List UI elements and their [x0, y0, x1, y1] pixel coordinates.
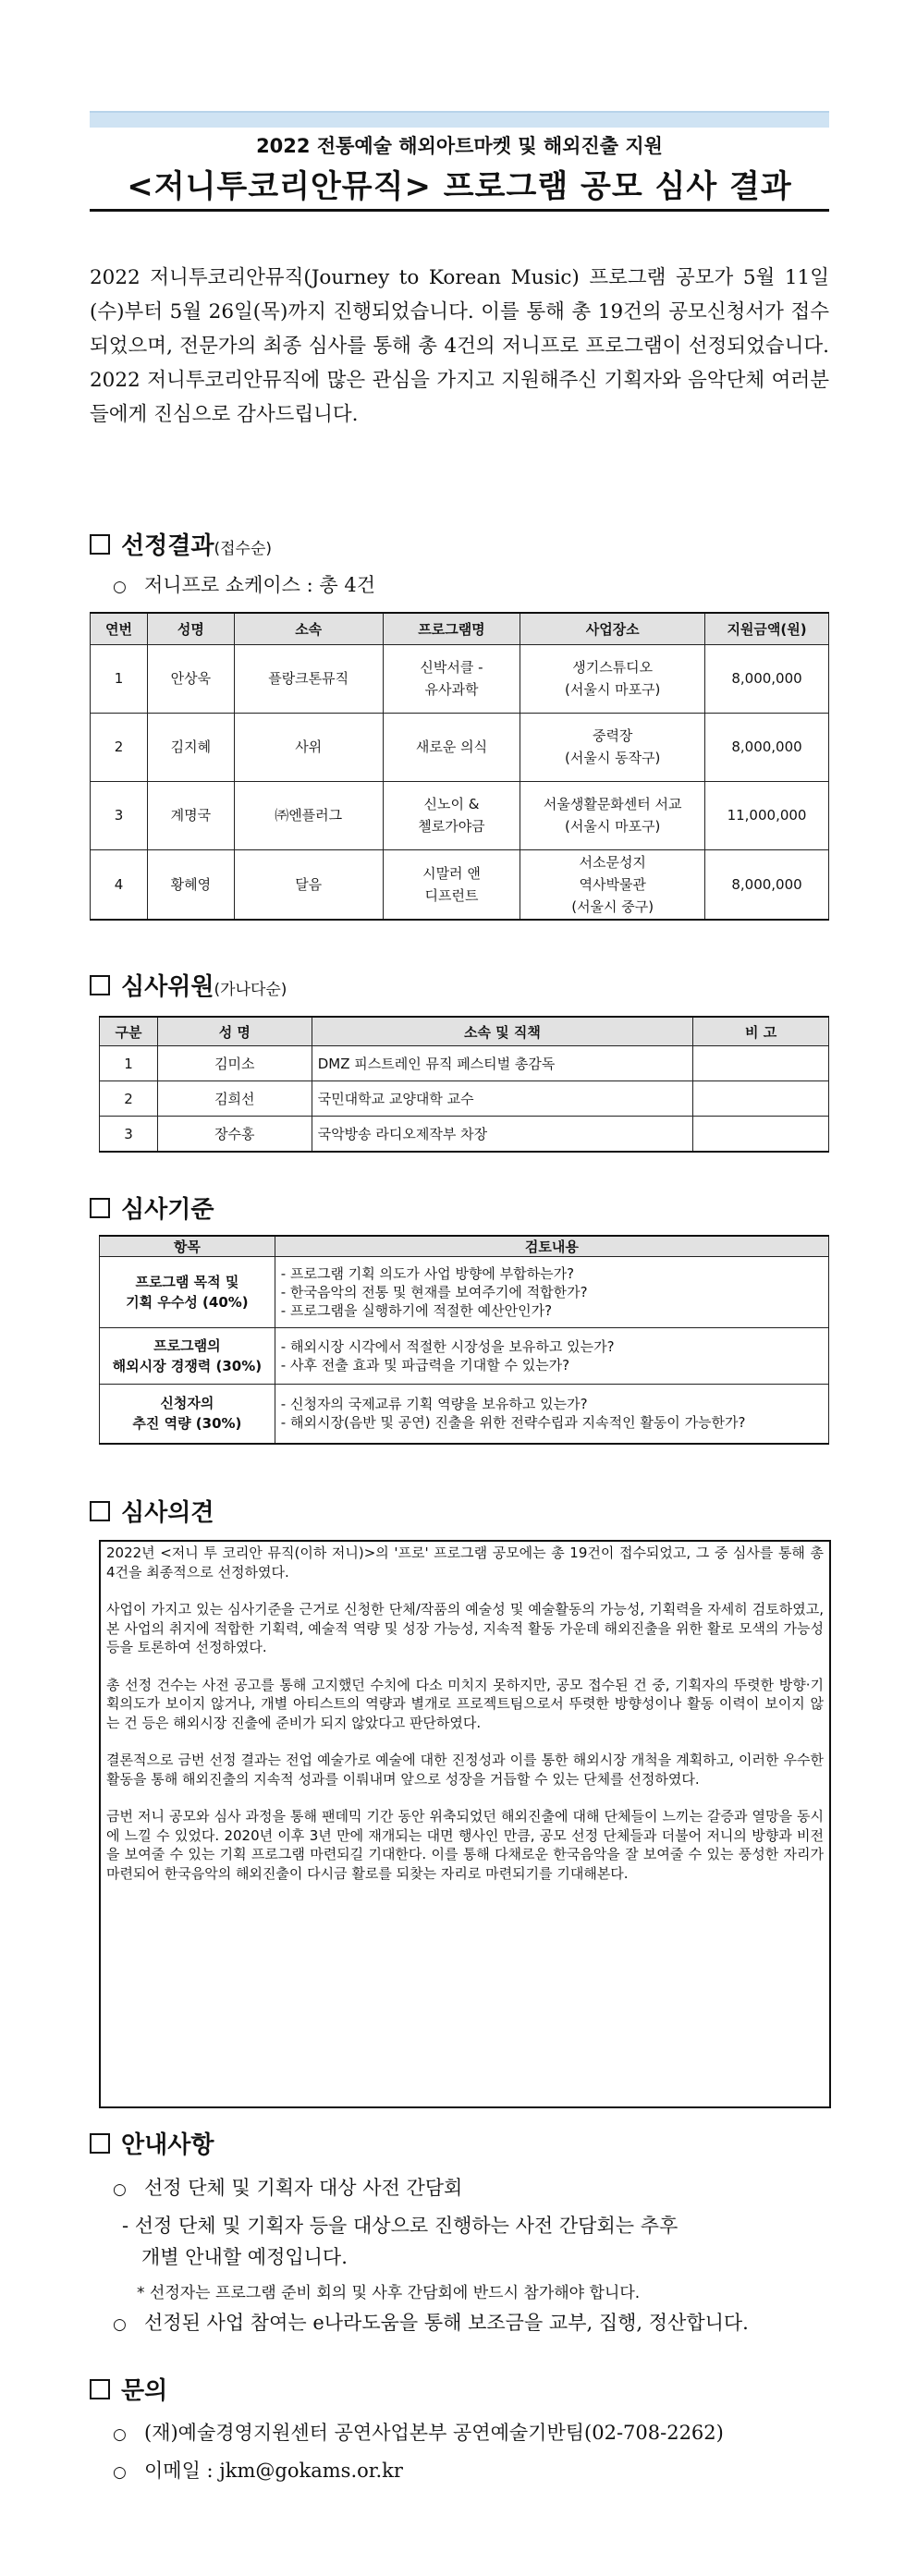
item-line: 프로그램 목적 및: [135, 1274, 239, 1290]
desc-line: - 해외시장 시각에서 적절한 시장성을 보유하고 있는가?: [280, 1338, 615, 1355]
cell-note: [693, 1046, 829, 1081]
section-contact-heading: [90, 2372, 167, 2406]
cell-note: [693, 1117, 829, 1153]
results-bullet: [113, 570, 375, 598]
criteria-table: [99, 1235, 829, 1445]
cell-no: 4: [91, 849, 148, 920]
desc-line: - 신청자의 국제교류 기획 역량을 보유하고 있는가?: [280, 1396, 588, 1413]
program-line: 디프런트: [424, 886, 479, 904]
square-bullet-icon: [90, 1198, 110, 1218]
item-line: 추진 역량 (30%): [132, 1415, 242, 1433]
desc-line: - 해외시장(음반 및 공연) 진출을 위한 전략수립과 지속적인 활동이 가능한가?: [280, 1414, 746, 1432]
notice-sub-line: 개별 안내할 예정입니다.: [141, 2246, 348, 2268]
notice-sub-line: - 선정 단체 및 기획자 등을 대상으로 진행하는 사전 간담회는 추후: [122, 2215, 679, 2237]
page-subtitle: 2022 전통예술 해외아트마켓 및 해외진출 지원: [256, 135, 663, 157]
page-title: <저니투코리안뮤직> 프로그램 공모 심사 결과: [127, 168, 792, 205]
criteria-item: [100, 1257, 275, 1328]
col-header: 비 고: [693, 1017, 829, 1046]
cell-program: [383, 713, 520, 781]
opinion-paragraph: 2022년 <저니 투 코리안 뮤직(이하 저니)>의 '프로' 프로그램 공모에는 총 19건이 접수되었고, 그 중 심사를 통해 총 4건을 최종적으로 선정하였다.: [106, 1544, 824, 1581]
notice-bullet: [113, 2173, 462, 2201]
square-bullet-icon: [90, 2133, 110, 2154]
cell-name: 황혜영: [147, 849, 234, 920]
table-row: [100, 1328, 829, 1385]
cell-amount: 8,000,000: [705, 849, 829, 920]
cell-name: 김미소: [157, 1046, 312, 1081]
table-row: [100, 1081, 829, 1117]
cell-org: 사위: [234, 713, 383, 781]
cell-name: 장수홍: [157, 1117, 312, 1153]
venue-line: 서울생활문화센터 서교: [543, 796, 682, 812]
cell-venue: [520, 644, 705, 713]
cell-venue: [520, 713, 705, 781]
circle-bullet-icon: ○: [113, 578, 127, 596]
bullet-text: 저니프로 쇼케이스 : 총 4건: [144, 574, 375, 596]
col-header: 프로그램명: [383, 613, 520, 644]
venue-line: 중력장: [592, 727, 633, 744]
opinion-paragraph: 사업이 가지고 있는 심사기준을 근거로 신청한 단체/작품의 예술성 및 예술활동의 가능성, 기획력을 자세히 검토하였고, 본 사업의 취지에 적합한 기획력, 예술적 역량 및 성장 가능성, 지속적 활동 가운데 해외진출을 위한 활로 모색의 가능성 등을 토론하여 선정하였다.: [106, 1601, 824, 1655]
table-row: [100, 1117, 829, 1153]
cell-org: 플랑크톤뮤직: [234, 644, 383, 713]
title-divider: [90, 209, 829, 212]
criteria-desc: [275, 1328, 828, 1385]
program-line: 첼로가야금: [418, 818, 485, 835]
section-title: 심사위원: [121, 973, 214, 1001]
cell-amount: 11,000,000: [705, 781, 829, 849]
bullet-text: (재)예술경영지원센터 공연사업본부 공연예술기반팀(02-708-2262): [144, 2422, 724, 2444]
col-header: 연번: [91, 613, 148, 644]
table-row: [100, 1257, 829, 1328]
table-row: [91, 713, 829, 781]
table-row: [91, 781, 829, 849]
desc-line: - 프로그램을 실행하기에 적절한 예산안인가?: [280, 1302, 553, 1319]
col-header: 성 명: [157, 1017, 312, 1046]
section-results-heading: [90, 527, 272, 561]
venue-line: 역사박물관: [579, 875, 646, 893]
cell-title: 국민대학교 교양대학 교수: [312, 1081, 692, 1117]
col-header: 구분: [100, 1017, 158, 1046]
cell-no: 3: [100, 1117, 158, 1153]
col-header: 검토내용: [275, 1236, 828, 1257]
program-line: 유사과학: [424, 681, 479, 698]
opinion-paragraph: 금번 저니 공모와 심사 과정을 통해 팬데믹 기간 동안 위축되었던 해외진출에 대해 단체들이 느끼는 갈증과 열망을 동시에 느낄 수 있었다. 2020년 이후 3년 만에 재개되는 대면 행사인 만큼, 공모 선정 단체들과 더불어 저니의 방향과 비전을 보여줄 수 있는 기획 프로그램 마련되길 기대한다. 이를 통해 다채로운 한국음악을 잘 보여줄 수 있는 풍성한 자리가 마련되어 한국음악의 해외진출이 다시금 활로를 되찾는 자리로 마련되기를 기대해본다.: [106, 1808, 824, 1882]
cell-amount: 8,000,000: [705, 644, 829, 713]
section-title: 안내사항: [121, 2131, 214, 2159]
circle-bullet-icon: ○: [113, 2463, 127, 2482]
desc-line: - 사후 전출 효과 및 파급력을 기대할 수 있는가?: [280, 1357, 570, 1373]
table-row: [100, 1385, 829, 1444]
venue-line: 생기스튜디오: [572, 659, 654, 676]
cell-note: [693, 1081, 829, 1117]
criteria-desc: [275, 1385, 828, 1444]
program-line: 시말러 앤: [422, 864, 481, 882]
cell-venue: [520, 781, 705, 849]
cell-title: 국악방송 라디오제작부 차장: [312, 1117, 692, 1153]
circle-bullet-icon: ○: [113, 2180, 127, 2199]
committee-table: [99, 1016, 829, 1153]
section-note: (접수순): [214, 540, 272, 558]
cell-name: 안상욱: [147, 644, 234, 713]
section-note: (가나다순): [214, 981, 287, 999]
cell-title: DMZ 피스트레인 뮤직 페스티벌 총감독: [312, 1046, 692, 1081]
circle-bullet-icon: ○: [113, 2425, 127, 2444]
venue-line: (서울시 마포구): [564, 681, 661, 698]
section-title: 심사기준: [121, 1196, 214, 1224]
cell-no: 2: [91, 713, 148, 781]
cell-org: ㈜엔플러그: [234, 781, 383, 849]
item-line: 해외시장 경쟁력 (30%): [112, 1358, 263, 1374]
venue-line: 서소문성지: [579, 853, 646, 871]
col-header: 사업장소: [520, 613, 705, 644]
email-text: 이메일 : jkm@gokams.or.kr: [144, 2460, 403, 2482]
notice-bullet: [113, 2308, 749, 2336]
col-header: 항목: [100, 1236, 275, 1257]
opinion-box: [99, 1540, 831, 2108]
square-bullet-icon: [90, 534, 110, 555]
header-accent-bar: [90, 111, 829, 128]
cell-no: 2: [100, 1081, 158, 1117]
section-criteria-heading: [90, 1190, 214, 1225]
square-bullet-icon: [90, 1501, 110, 1521]
cell-org: 달음: [234, 849, 383, 920]
venue-line: (서울시 마포구): [564, 818, 661, 835]
cell-amount: 8,000,000: [705, 713, 829, 781]
item-line: 프로그램의: [153, 1337, 221, 1354]
cell-name: 김지혜: [147, 713, 234, 781]
table-row: [100, 1046, 829, 1081]
cell-name: 김희선: [157, 1081, 312, 1117]
col-header: 성명: [147, 613, 234, 644]
opinion-paragraph: 총 선정 건수는 사전 공고를 통해 고지했던 수치에 다소 미치지 못하지만, 공모 접수된 건 중, 기획자의 뚜렷한 방향·기획의도가 보이지 않거나, 개별 아티스트의 역량과 별개로 프로젝트팀으로서 뚜렷한 방향성이나 활동 이력이 보이지 않는 건 등은 해외시장 진출에 준비가 되지 않았다고 판단하였다.: [106, 1676, 824, 1731]
venue-line: (서울시 중구): [571, 897, 654, 915]
criteria-item: [100, 1385, 275, 1444]
square-bullet-icon: [90, 975, 110, 995]
section-title: 선정결과: [121, 532, 214, 560]
cell-no: 1: [91, 644, 148, 713]
section-opinion-heading: [90, 1494, 214, 1528]
col-header: 소속 및 직책: [312, 1017, 692, 1046]
contact-bullet: [113, 2418, 724, 2446]
col-header: 소속: [234, 613, 383, 644]
results-table: [90, 612, 829, 921]
section-title: 문의: [121, 2377, 168, 2405]
criteria-desc: [275, 1257, 828, 1328]
cell-no: 1: [100, 1046, 158, 1081]
item-line: 기획 우수성 (40%): [126, 1294, 249, 1311]
contact-bullet: [113, 2456, 403, 2484]
bullet-text: 선정 단체 및 기획자 대상 사전 간담회: [144, 2177, 463, 2199]
cell-program: [383, 781, 520, 849]
section-committee-heading: [90, 968, 287, 1002]
venue-line: (서울시 동작구): [564, 750, 661, 766]
cell-name: 계명국: [147, 781, 234, 849]
cell-program: [383, 849, 520, 920]
section-notice-heading: [90, 2126, 214, 2160]
notice-note: * 선정자는 프로그램 준비 회의 및 사후 간담회에 반드시 참가해야 합니다.: [137, 2284, 641, 2302]
item-line: 신청자의: [160, 1395, 214, 1412]
square-bullet-icon: [90, 2379, 110, 2399]
circle-bullet-icon: ○: [113, 2315, 127, 2334]
bullet-text: 선정된 사업 참여는 e나라도움을 통해 보조금을 교부, 집행, 정산합니다.: [144, 2312, 749, 2334]
table-row: [91, 644, 829, 713]
cell-no: 3: [91, 781, 148, 849]
col-header: 지원금액(원): [705, 613, 829, 644]
desc-line: - 한국음악의 전통 및 현재를 보여주기에 적합한가?: [280, 1284, 588, 1300]
cell-program: [383, 644, 520, 713]
section-title: 심사의견: [121, 1499, 214, 1527]
table-row: [91, 849, 829, 920]
criteria-item: [100, 1328, 275, 1385]
desc-line: - 프로그램 기획 의도가 사업 방향에 부합하는가?: [280, 1265, 575, 1282]
program-line: 새로운 의식: [415, 739, 488, 755]
program-line: 신노이 &: [423, 796, 480, 812]
intro-paragraph: 2022 저니투코리안뮤직(Journey to Korean Music) 프로그램 공모가 5월 11일(수)부터 5월 26일(목)까지 진행되었습니다. 이를 통해 총 19건의 공모신청서가 접수되었으며, 전문가의 최종 심사를 통해 총 4건의 저니프로 프로그램이 선정되었습니다. 2022 저니투코리안뮤직에 많은 관심을 가지고 지원해주신 기획자와 음악단체 여러분들에게 진심으로 감사드립니다.: [90, 266, 829, 426]
cell-venue: [520, 849, 705, 920]
program-line: 신박서클 -: [420, 659, 483, 676]
opinion-paragraph: 결론적으로 금번 선정 결과는 전업 예술가로 예술에 대한 진정성과 이를 통한 해외시장 개척을 계획하고, 이러한 우수한 활동을 통해 해외진출의 지속적 성과를 이뤄내며 앞으로 성장을 거듭할 수 있는 단체를 선정하였다.: [106, 1752, 824, 1788]
